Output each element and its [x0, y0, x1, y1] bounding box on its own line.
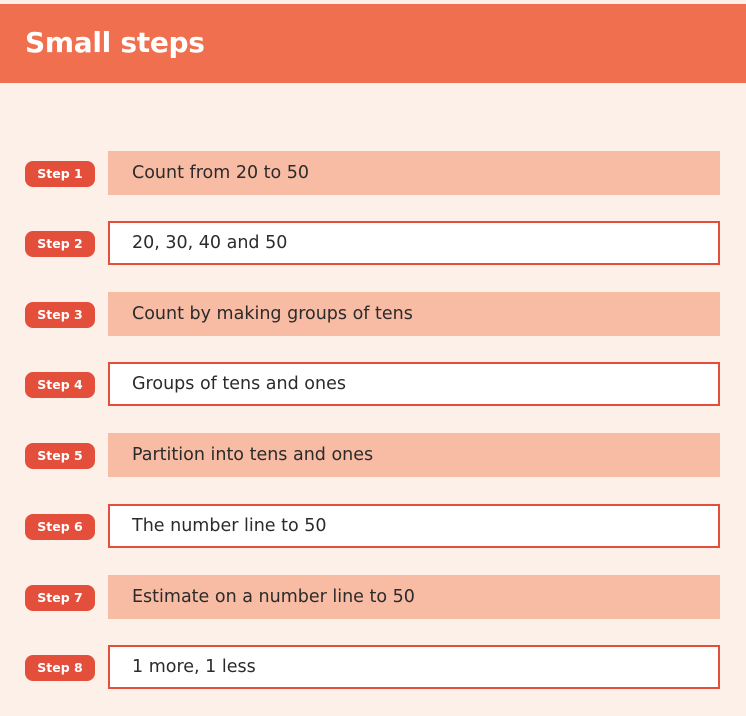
step-badge: Step 3: [25, 302, 95, 328]
step-badge: Step 5: [25, 443, 95, 469]
header-banner: [0, 4, 746, 83]
step-badge: Step 7: [25, 585, 95, 611]
step-row-8: [0, 645, 746, 690]
step-text: Groups of tens and ones: [108, 362, 720, 406]
step-text: The number line to 50: [108, 504, 720, 548]
step-text: Count by making groups of tens: [108, 292, 720, 336]
step-row-2: [0, 221, 746, 266]
step-text: 1 more, 1 less: [108, 645, 720, 689]
step-badge: Step 1: [25, 161, 95, 187]
step-text: Estimate on a number line to 50: [108, 575, 720, 619]
step-row-6: [0, 504, 746, 549]
step-row-1: [0, 151, 746, 196]
step-text: Count from 20 to 50: [108, 151, 720, 195]
step-badge: Step 6: [25, 514, 95, 540]
step-row-4: [0, 362, 746, 407]
step-badge: Step 4: [25, 372, 95, 398]
step-badge: Step 2: [25, 231, 95, 257]
step-row-5: [0, 433, 746, 478]
step-row-3: [0, 292, 746, 337]
step-text: 20, 30, 40 and 50: [108, 221, 720, 265]
step-badge: Step 8: [25, 655, 95, 681]
step-text: Partition into tens and ones: [108, 433, 720, 477]
step-row-7: [0, 575, 746, 620]
page-title: Small steps: [25, 26, 205, 59]
